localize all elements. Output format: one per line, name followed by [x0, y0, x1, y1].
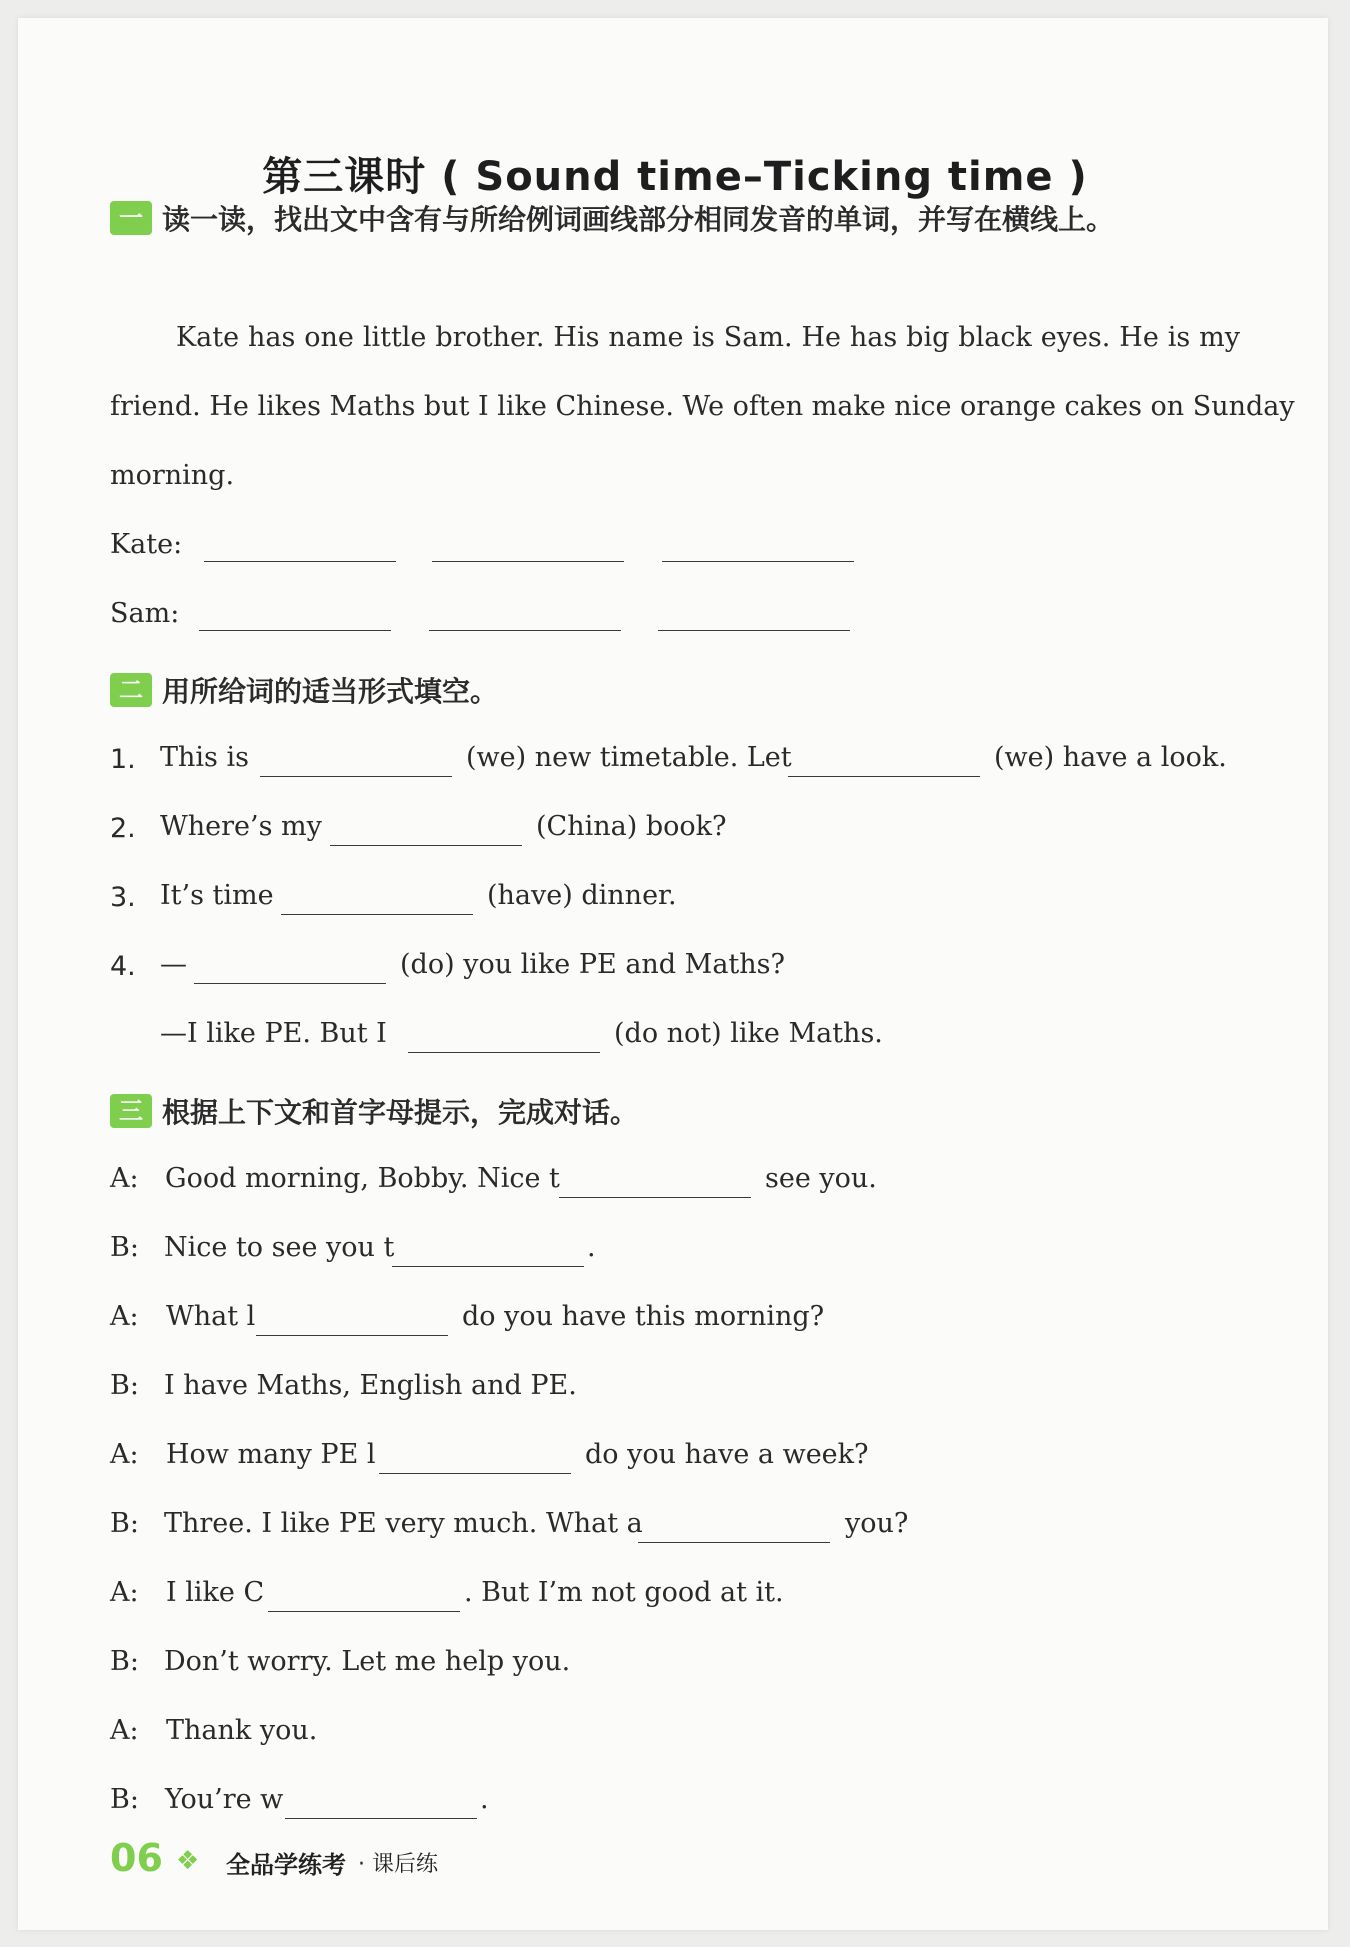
section-2-instruction: 用所给词的适当形式填空。	[162, 675, 499, 708]
item-4-blank-1[interactable]	[194, 983, 386, 984]
dialogue-9-text: Thank you.	[166, 1715, 318, 1746]
dialogue-2-speaker: B:	[110, 1232, 139, 1263]
item-4-text-b: (do) you like PE and Maths?	[400, 949, 785, 980]
section-2-header	[110, 670, 498, 710]
dialogue-3-speaker: A:	[110, 1301, 139, 1332]
dialogue-5-text-a: How many PE l	[166, 1439, 376, 1470]
dialogue-6-text-b: you?	[845, 1508, 909, 1539]
dialogue-3-blank[interactable]	[256, 1335, 448, 1336]
item-4-reply-b: (do not) like Maths.	[614, 1018, 883, 1049]
item-2-text-a: Where’s my	[160, 811, 322, 842]
kate-blank-2[interactable]	[432, 561, 624, 562]
dialogue-2-text-a: Nice to see you t	[164, 1232, 395, 1263]
dialogue-7-speaker: A:	[110, 1577, 139, 1608]
dialogue-4-text: I have Maths, English and PE.	[164, 1370, 577, 1401]
item-4-reply-a: —I like PE. But I	[160, 1018, 387, 1049]
item-3-blank[interactable]	[281, 914, 473, 915]
sam-blank-2[interactable]	[429, 630, 621, 631]
kate-blank-1[interactable]	[204, 561, 396, 562]
dialogue-10-speaker: B:	[110, 1784, 139, 1815]
passage-line-2: friend. He likes Maths but I like Chinese. We often make nice orange cakes on Sunday	[110, 391, 1295, 422]
item-1-text-a: This is	[160, 742, 249, 773]
dialogue-5-text-b: do you have a week?	[585, 1439, 869, 1470]
item-1-number: 1.	[110, 744, 136, 775]
dialogue-6-speaker: B:	[110, 1508, 139, 1539]
dialogue-3-text-a: What l	[166, 1301, 256, 1332]
dialogue-9-speaker: A:	[110, 1715, 139, 1746]
page-number: 06	[110, 1836, 163, 1880]
dialogue-7-blank[interactable]	[268, 1611, 460, 1612]
page-title: 第三课时 ( Sound time–Ticking time )	[262, 154, 1088, 200]
item-1-blank-1[interactable]	[260, 776, 452, 777]
item-3-text-a: It’s time	[160, 880, 274, 911]
footer-subtitle: · 课后练	[358, 1852, 438, 1877]
section-3-instruction: 根据上下文和首字母提示，完成对话。	[162, 1096, 639, 1129]
dialogue-1-text-a: Good morning, Bobby. Nice t	[165, 1163, 560, 1194]
dialogue-6-text-a: Three. I like PE very much. What a	[164, 1508, 643, 1539]
dialogue-8-text: Don’t worry. Let me help you.	[164, 1646, 571, 1677]
dialogue-2-text-b: .	[587, 1232, 596, 1263]
dialogue-8-speaker: B:	[110, 1646, 139, 1677]
section-1-instruction: 读一读，找出文中含有与所给例词画线部分相同发音的单词，并写在横线上。	[162, 203, 1115, 236]
sam-blank-3[interactable]	[658, 630, 850, 631]
dialogue-7-text-b: . But I’m not good at it.	[464, 1577, 784, 1608]
passage-line-1: Kate has one little brother. His name is Sam. He has big black eyes. He is my	[176, 322, 1240, 353]
section-1-badge: 一	[110, 201, 152, 235]
kate-blank-3[interactable]	[662, 561, 854, 562]
item-1-blank-2[interactable]	[788, 776, 980, 777]
item-2-text-b: (China) book?	[536, 811, 727, 842]
dialogue-10-text-a: You’re w	[165, 1784, 284, 1815]
dialogue-1-blank[interactable]	[559, 1197, 751, 1198]
section-2-badge: 二	[110, 673, 152, 707]
item-2-number: 2.	[110, 813, 136, 844]
clover-icon: ❖	[176, 1846, 200, 1876]
section-1-header	[110, 198, 1114, 238]
sam-label: Sam:	[110, 598, 180, 629]
dialogue-6-blank[interactable]	[638, 1542, 830, 1543]
dialogue-1-speaker: A:	[110, 1163, 139, 1194]
item-1-text-b: (we) new timetable. Let	[466, 742, 792, 773]
dialogue-7-text-a: I like C	[166, 1577, 265, 1608]
item-3-text-b: (have) dinner.	[487, 880, 677, 911]
dialogue-10-blank[interactable]	[285, 1818, 477, 1819]
dialogue-5-speaker: A:	[110, 1439, 139, 1470]
item-4-dash: —	[160, 949, 187, 980]
dialogue-4-speaker: B:	[110, 1370, 139, 1401]
item-1-text-c: (we) have a look.	[994, 742, 1227, 773]
kate-label: Kate:	[110, 529, 183, 560]
dialogue-1-text-b: see you.	[765, 1163, 877, 1194]
item-4-blank-2[interactable]	[408, 1052, 600, 1053]
dialogue-10-text-b: .	[480, 1784, 489, 1815]
item-3-number: 3.	[110, 882, 136, 913]
dialogue-3-text-b: do you have this morning?	[462, 1301, 825, 1332]
section-3-header	[110, 1091, 638, 1131]
dialogue-5-blank[interactable]	[379, 1473, 571, 1474]
passage-line-3: morning.	[110, 460, 235, 491]
footer-brand: 全品学练考	[226, 1851, 346, 1879]
dialogue-2-blank[interactable]	[392, 1266, 584, 1267]
sam-blank-1[interactable]	[199, 630, 391, 631]
section-3-badge: 三	[110, 1094, 152, 1128]
item-2-blank[interactable]	[330, 845, 522, 846]
item-4-number: 4.	[110, 951, 136, 982]
